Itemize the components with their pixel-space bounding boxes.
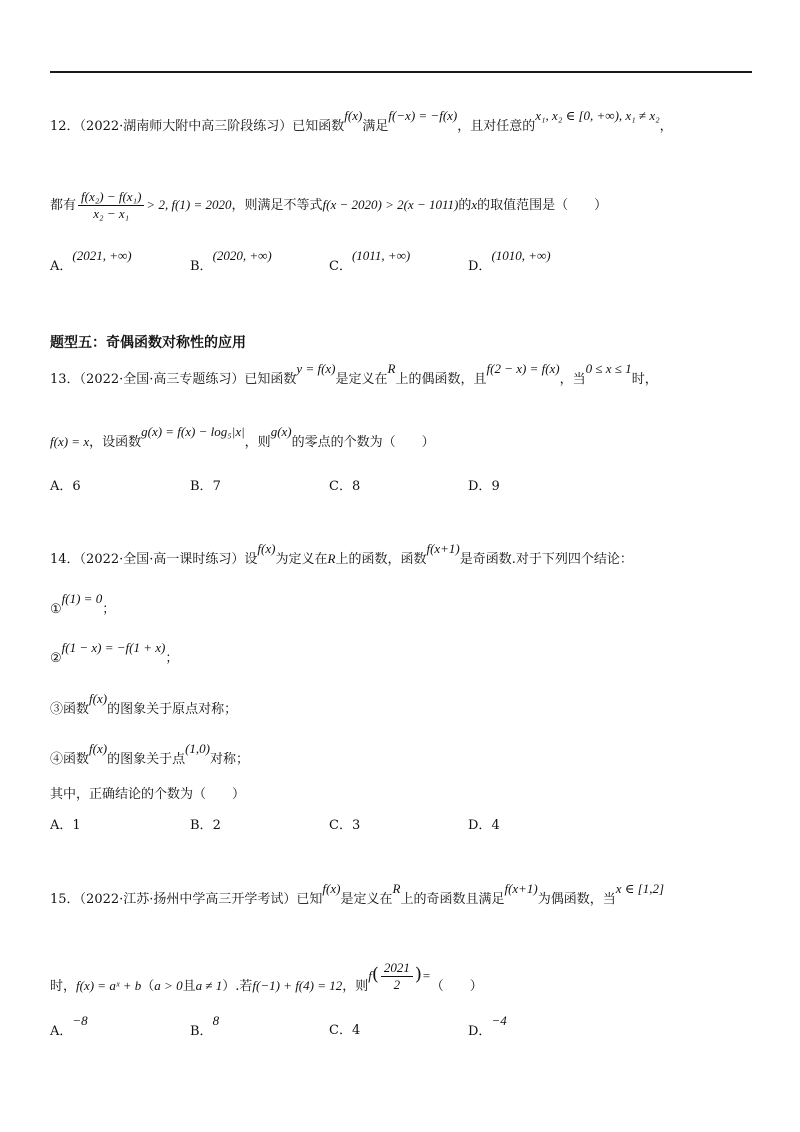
q13-text: ，当	[559, 372, 586, 387]
q15-text: ，则	[342, 979, 369, 994]
q14-fx: f(x)	[257, 541, 276, 556]
option-label: B．	[190, 1024, 213, 1039]
q14-conclusion-3	[50, 691, 238, 719]
q15-text: 是定义在	[340, 892, 393, 907]
q15-text: 时，	[50, 979, 77, 994]
q14-R: R	[327, 551, 336, 566]
q13-option-c[interactable]	[329, 478, 360, 496]
option-label: B．	[190, 479, 213, 494]
q12-odd-condition: f(−x) = −f(x)	[388, 108, 458, 123]
option-value: 8	[351, 479, 361, 494]
option-label: D．	[468, 1024, 492, 1039]
q12-line1	[50, 108, 673, 136]
option-value: −4	[491, 1013, 507, 1028]
q14-c4-b: 的图象关于点	[107, 752, 186, 767]
q15-text: 已知	[296, 892, 323, 907]
q14-c4-point: (1,0)	[185, 741, 210, 756]
option-value: (2021, +∞)	[72, 248, 132, 263]
paren-open: (	[371, 964, 379, 985]
q12-inequality1: > 2, f(1) = 2020	[146, 197, 232, 212]
q12-text: ，则满足不等式	[231, 198, 323, 213]
q15-ask-eq: =	[421, 968, 431, 983]
q13-fx-eq: f(x) = x	[50, 434, 90, 449]
q15-text: （	[141, 979, 155, 994]
q13-text: ，设函数	[89, 435, 142, 450]
q15-line2	[50, 960, 483, 1003]
q15-option-c[interactable]	[329, 1022, 360, 1040]
q14-option-c[interactable]	[329, 817, 360, 835]
q12-option-c[interactable]	[329, 248, 411, 276]
q14-c1-end: ；	[102, 602, 116, 617]
section-title: 题型五：奇偶函数对称性的应用	[50, 335, 246, 351]
q14-option-a[interactable]	[50, 817, 81, 835]
q12-line2	[50, 189, 607, 222]
q14-c1-mark: ①	[50, 602, 62, 617]
q14-number: 14．	[50, 552, 80, 567]
option-value: 9	[491, 479, 500, 494]
q13-cond: f(2 − x) = f(x)	[486, 361, 560, 376]
q15-fraction-numerator: 2021	[381, 960, 413, 977]
q12-text: 已知函数	[292, 119, 345, 134]
q15-text: 且	[182, 979, 196, 994]
q15-fraction	[381, 960, 413, 993]
q15-range: x ∈ [1,2]	[615, 881, 665, 896]
option-value: 4	[351, 1023, 361, 1038]
q12-domain: x₁, x₂ ∈ [0, +∞), x₁ ≠ x₂	[535, 108, 660, 123]
q13-text: 上的偶函数，且	[395, 372, 487, 387]
option-label: A．	[50, 259, 73, 274]
q14-c4-f: f(x)	[89, 741, 108, 756]
q15-text: 上的奇函数且满足	[400, 892, 505, 907]
q14-text: 上的函数，函数	[335, 552, 427, 567]
q13-option-d[interactable]	[468, 478, 500, 496]
q14-text: 为定义在	[275, 552, 328, 567]
q14-c4-c: 对称；	[210, 752, 250, 767]
option-value: 2	[212, 818, 221, 833]
q14-c1-expr: f(1) = 0	[61, 591, 103, 606]
option-value: (1010, +∞)	[491, 248, 551, 263]
q13-text: 时，	[631, 372, 658, 387]
q12-fx: f(x)	[344, 108, 363, 123]
q15-fx1: f(x+1)	[504, 881, 538, 896]
option-label: C．	[329, 479, 352, 494]
q12-source: （2022·湖南师大附中高三阶段练习）	[79, 119, 293, 134]
option-value: 8	[212, 1013, 220, 1028]
option-value: 3	[351, 818, 361, 833]
q15-ask-f: f	[368, 968, 372, 983]
option-label: B．	[190, 818, 213, 833]
q14-option-b[interactable]	[190, 817, 221, 835]
q12-var: x	[471, 197, 478, 212]
q15-fx-eq: f(x) = aˣ + b	[76, 978, 142, 993]
q12-fraction-numerator: f(x₂) − f(x₁)	[78, 189, 144, 206]
q14-c3-b: 的图象关于原点对称；	[107, 702, 238, 717]
q15-eq: f(−1) + f(4) = 12	[252, 978, 343, 993]
q15-fraction-denominator: 2	[393, 977, 401, 992]
q13-source: （2022·全国·高三专题练习）	[79, 372, 245, 387]
q12-text: 的	[458, 198, 472, 213]
option-label: A．	[50, 818, 73, 833]
option-label: D．	[468, 479, 492, 494]
option-label: D．	[468, 818, 492, 833]
q14-line1	[50, 541, 633, 569]
q14-text: 是奇函数.对于下列四个结论：	[459, 552, 633, 567]
q12-fraction-denominator: x₂ − x₁	[93, 206, 130, 221]
option-label: D．	[468, 259, 492, 274]
q14-option-d[interactable]	[468, 817, 500, 835]
q13-option-a[interactable]	[50, 478, 81, 496]
q15-option-d[interactable]	[468, 1013, 507, 1041]
option-value: 6	[72, 479, 81, 494]
q15-fx: f(x)	[322, 881, 341, 896]
q13-g-x: g(x)	[270, 424, 292, 439]
q14-c2-expr: f(1 − x) = −f(1 + x)	[61, 640, 166, 655]
q15-option-b[interactable]	[190, 1013, 220, 1041]
q12-option-d[interactable]	[468, 248, 551, 276]
q14-fx1: f(x+1)	[426, 541, 460, 556]
q12-text: 的取值范围是（ ）	[477, 198, 608, 213]
q14-c3-a: ③函数	[50, 702, 90, 717]
option-label: C．	[329, 259, 352, 274]
q12-text: ，且对任意的	[457, 119, 536, 134]
option-label: C．	[329, 818, 352, 833]
q12-option-a[interactable]	[50, 248, 132, 276]
q15-source: （2022·江苏·扬州中学高三开学考试）	[79, 892, 297, 907]
option-value: 7	[212, 479, 221, 494]
q13-text: 是定义在	[335, 372, 388, 387]
q15-number: 15．	[50, 892, 80, 907]
option-value: (1011, +∞)	[351, 248, 411, 263]
q12-inequality2: f(x − 2020) > 2(x − 1011)	[322, 197, 459, 212]
q13-R: R	[387, 361, 396, 376]
q13-text: ，则	[244, 435, 271, 450]
top-rule	[50, 71, 752, 73]
q13-text: 已知函数	[244, 372, 297, 387]
q12-text: ，	[659, 119, 673, 134]
option-label: C．	[329, 1023, 352, 1038]
option-label: A．	[50, 1024, 73, 1039]
q12-option-b[interactable]	[190, 248, 272, 276]
q13-range: 0 ≤ x ≤ 1	[585, 361, 632, 376]
q14-source: （2022·全国·高一课时练习）	[79, 552, 245, 567]
q15-line1	[50, 881, 665, 909]
option-value: −8	[72, 1013, 88, 1028]
option-value: 1	[72, 818, 81, 833]
q13-def: y = f(x)	[296, 361, 336, 376]
q15-cond-a: a > 0	[154, 978, 183, 993]
q13-line1	[50, 361, 658, 389]
q15-text: ）.若	[222, 979, 253, 994]
q14-text: 设	[244, 552, 258, 567]
q15-text: 为偶函数，当	[537, 892, 616, 907]
q14-c3-f: f(x)	[89, 691, 108, 706]
q14-conclusion-2	[50, 640, 179, 668]
q15-option-a[interactable]	[50, 1013, 88, 1041]
q13-line2	[50, 424, 435, 452]
q14-c2-mark: ②	[50, 651, 62, 666]
q12-fraction	[78, 189, 144, 222]
q12-text: 满足	[362, 119, 389, 134]
q12-number: 12．	[50, 119, 80, 134]
q15-text: （ ）	[430, 979, 483, 994]
q15-cond-b: a ≠ 1	[195, 978, 223, 993]
option-value: 4	[491, 818, 500, 833]
q13-g-def: g(x) = f(x) − log₅|x|	[141, 424, 245, 439]
q14-c2-end: ；	[165, 651, 179, 666]
q13-number: 13．	[50, 372, 80, 387]
q14-conclusion-4	[50, 741, 250, 769]
q12-text: 都有	[50, 198, 77, 213]
option-label: B．	[190, 259, 213, 274]
q15-R: R	[392, 881, 401, 896]
paren-close: )	[414, 964, 422, 985]
option-value: (2020, +∞)	[212, 248, 272, 263]
q14-question: 其中，正确结论的个数为（ ）	[50, 787, 246, 802]
option-label: A．	[50, 479, 73, 494]
q13-option-b[interactable]	[190, 478, 221, 496]
q13-text: 的零点的个数为（ ）	[291, 435, 435, 450]
q14-conclusion-1	[50, 591, 116, 619]
q14-c4-a: ④函数	[50, 752, 90, 767]
